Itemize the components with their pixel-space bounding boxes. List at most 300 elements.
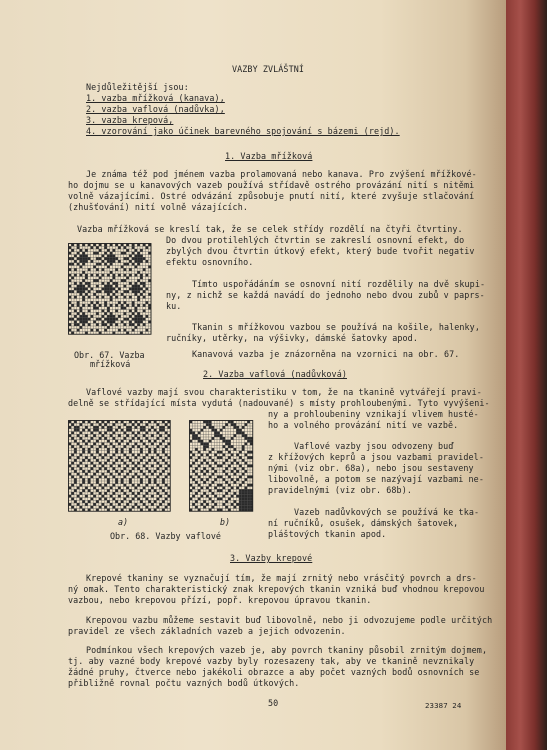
weave-point bbox=[96, 312, 99, 315]
weave-point bbox=[82, 260, 85, 263]
weave-point bbox=[247, 503, 250, 506]
weave-point bbox=[74, 255, 77, 258]
weave-point bbox=[121, 304, 124, 307]
weave-point bbox=[209, 484, 212, 487]
weave-point bbox=[132, 492, 135, 495]
weave-point bbox=[71, 445, 74, 448]
weave-point bbox=[239, 492, 242, 495]
weave-point bbox=[82, 429, 85, 432]
weave-point bbox=[113, 274, 116, 277]
weave-point bbox=[124, 296, 127, 299]
weave-point bbox=[135, 249, 138, 252]
weave-point bbox=[239, 484, 242, 487]
weave-point bbox=[212, 506, 215, 509]
weave-point bbox=[82, 451, 85, 454]
weave-point bbox=[107, 321, 110, 324]
weave-point bbox=[146, 454, 149, 457]
weave-point bbox=[143, 318, 146, 321]
weave-point bbox=[146, 437, 149, 440]
weave-point bbox=[217, 498, 220, 501]
weave-point bbox=[115, 318, 118, 321]
weave-point bbox=[214, 503, 217, 506]
weave-point bbox=[245, 478, 248, 481]
weave-point bbox=[88, 282, 91, 285]
weave-point bbox=[80, 454, 83, 457]
figure-caption: Obr. 68. Vazby vaflové bbox=[110, 531, 221, 541]
paragraph-line: ní ručníků, osušek, dámských šatovek, bbox=[268, 518, 459, 528]
weave-point bbox=[132, 252, 135, 255]
weave-point bbox=[159, 503, 162, 506]
weave-point bbox=[99, 249, 102, 252]
weave-point bbox=[129, 255, 132, 258]
weave-point bbox=[110, 323, 113, 326]
weave-point bbox=[234, 459, 237, 462]
paragraph-line: nými (viz obr. 68a), nebo jsou sestaveny bbox=[268, 463, 474, 473]
weave-point bbox=[234, 467, 237, 470]
print-code: 23387 24 bbox=[425, 701, 462, 710]
weave-point bbox=[198, 437, 201, 440]
weave-point bbox=[129, 260, 132, 263]
weave-point bbox=[247, 484, 250, 487]
weave-point bbox=[88, 257, 91, 260]
weave-point bbox=[239, 456, 242, 459]
weave-point bbox=[102, 296, 105, 299]
weave-point bbox=[137, 423, 140, 426]
weave-point bbox=[220, 484, 223, 487]
weave-point bbox=[209, 456, 212, 459]
weave-point bbox=[192, 503, 195, 506]
weave-point bbox=[148, 478, 151, 481]
weave-point bbox=[234, 492, 237, 495]
weave-point bbox=[71, 454, 74, 457]
weave-point bbox=[118, 315, 121, 318]
weave-point bbox=[195, 481, 198, 484]
weave-point bbox=[247, 437, 250, 440]
weave-point bbox=[113, 423, 116, 426]
weave-point bbox=[110, 304, 113, 307]
weave-point bbox=[157, 476, 160, 479]
weave-point bbox=[165, 498, 168, 501]
weave-point bbox=[88, 323, 91, 326]
weave-point bbox=[165, 432, 168, 435]
weave-point bbox=[77, 465, 80, 468]
weave-point bbox=[148, 440, 151, 443]
weave-point bbox=[132, 304, 135, 307]
weave-point bbox=[231, 423, 234, 426]
weave-point bbox=[126, 304, 129, 307]
weave-point bbox=[93, 456, 96, 459]
weave-point bbox=[146, 288, 149, 291]
weave-point bbox=[126, 456, 129, 459]
weave-point bbox=[245, 489, 248, 492]
weave-point bbox=[212, 459, 215, 462]
weave-point bbox=[74, 323, 77, 326]
weave-point bbox=[135, 260, 138, 263]
weave-point bbox=[228, 489, 231, 492]
weave-point bbox=[99, 484, 102, 487]
weave-point bbox=[77, 290, 80, 293]
weave-point bbox=[71, 423, 74, 426]
weave-point bbox=[140, 481, 143, 484]
weave-point bbox=[126, 257, 129, 260]
weave-point bbox=[245, 423, 248, 426]
weave-point bbox=[247, 489, 250, 492]
weave-point bbox=[102, 321, 105, 324]
weave-point bbox=[74, 470, 77, 473]
weave-point bbox=[82, 440, 85, 443]
weave-point bbox=[132, 454, 135, 457]
weave-point bbox=[137, 312, 140, 315]
weave-point bbox=[234, 500, 237, 503]
weave-point bbox=[137, 271, 140, 274]
weave-point bbox=[209, 451, 212, 454]
weave-point bbox=[217, 489, 220, 492]
weave-point bbox=[80, 288, 83, 291]
weave-point bbox=[223, 503, 226, 506]
weave-point bbox=[118, 260, 121, 263]
weave-point bbox=[107, 288, 110, 291]
weave-point bbox=[118, 495, 121, 498]
weave-point bbox=[74, 315, 77, 318]
weave-point bbox=[104, 467, 107, 470]
weave-point bbox=[228, 440, 231, 443]
weave-point bbox=[126, 290, 129, 293]
weave-point bbox=[124, 445, 127, 448]
weave-point bbox=[104, 329, 107, 332]
weave-point bbox=[102, 288, 105, 291]
weave-point bbox=[82, 279, 85, 282]
weave-point bbox=[135, 456, 138, 459]
paragraph-line: efektu osnovního. bbox=[166, 257, 254, 267]
weave-point bbox=[154, 500, 157, 503]
weave-point bbox=[159, 443, 162, 446]
weave-point bbox=[77, 318, 80, 321]
weave-point bbox=[206, 478, 209, 481]
weave-point bbox=[245, 492, 248, 495]
weave-point bbox=[148, 459, 151, 462]
weave-point bbox=[129, 429, 132, 432]
weave-point bbox=[165, 454, 168, 457]
weave-point bbox=[107, 440, 110, 443]
weave-point bbox=[93, 429, 96, 432]
weave-point bbox=[93, 266, 96, 269]
weave-point bbox=[132, 476, 135, 479]
weave-point bbox=[198, 498, 201, 501]
paragraph-line: Krepovou vazbu můžeme sestavit buď libovolně, nebo ji odvozujeme podle určitých bbox=[86, 615, 493, 625]
weave-point bbox=[82, 321, 85, 324]
weave-point bbox=[234, 473, 237, 476]
weave-point bbox=[247, 440, 250, 443]
weave-point bbox=[85, 443, 88, 446]
weave-point bbox=[96, 440, 99, 443]
weave-point bbox=[93, 426, 96, 429]
weave-point bbox=[93, 252, 96, 255]
weave-point bbox=[135, 473, 138, 476]
paragraph-line: Vaflové vazby mají svou charakteristiku v tom, že na tkanině vytvářejí pravi- bbox=[86, 387, 482, 397]
weave-point bbox=[132, 445, 135, 448]
weave-point bbox=[96, 296, 99, 299]
weave-point bbox=[209, 440, 212, 443]
weave-point bbox=[192, 478, 195, 481]
weave-point bbox=[77, 487, 80, 490]
weave-point bbox=[146, 445, 149, 448]
weave-point bbox=[198, 465, 201, 468]
weave-point bbox=[107, 448, 110, 451]
paragraph-line: delně se střídající místa vydutá (nadouvané) s místy prohloubenými. Tyto vyvýšeni- bbox=[68, 398, 490, 408]
weave-point bbox=[159, 434, 162, 437]
weave-pattern-fig67 bbox=[68, 243, 152, 335]
weave-point bbox=[124, 301, 127, 304]
weave-point bbox=[220, 434, 223, 437]
weave-point bbox=[140, 429, 143, 432]
weave-point bbox=[203, 448, 206, 451]
weave-point bbox=[99, 257, 102, 260]
weave-point bbox=[239, 432, 242, 435]
weave-point bbox=[140, 321, 143, 324]
weave-point bbox=[121, 321, 124, 324]
weave-point bbox=[107, 293, 110, 296]
weave-point bbox=[124, 467, 127, 470]
weave-point bbox=[110, 456, 113, 459]
weave-point bbox=[88, 459, 91, 462]
weave-point bbox=[220, 456, 223, 459]
weave-point bbox=[162, 429, 165, 432]
weave-point bbox=[143, 495, 146, 498]
weave-point bbox=[192, 454, 195, 457]
weave-point bbox=[135, 321, 138, 324]
weave-point bbox=[198, 484, 201, 487]
weave-point bbox=[91, 432, 94, 435]
weave-point bbox=[91, 301, 94, 304]
weave-point bbox=[165, 462, 168, 465]
weave-point bbox=[88, 440, 91, 443]
weave-point bbox=[107, 500, 110, 503]
weave-point bbox=[212, 426, 215, 429]
weave-point bbox=[93, 307, 96, 310]
weave-point bbox=[113, 260, 116, 263]
weave-point bbox=[242, 506, 245, 509]
weave-point bbox=[104, 476, 107, 479]
weave-point bbox=[132, 312, 135, 315]
figure-caption: mřížková bbox=[90, 359, 131, 369]
weave-point bbox=[137, 484, 140, 487]
weave-point bbox=[228, 451, 231, 454]
weave-point bbox=[88, 285, 91, 288]
weave-point bbox=[129, 310, 132, 313]
weave-point bbox=[225, 448, 228, 451]
weave-point bbox=[239, 500, 242, 503]
weave-point bbox=[143, 290, 146, 293]
weave-point bbox=[129, 481, 132, 484]
weave-point bbox=[104, 506, 107, 509]
weave-point bbox=[165, 437, 168, 440]
weave-point bbox=[132, 318, 135, 321]
weave-point bbox=[201, 487, 204, 490]
weave-point bbox=[228, 445, 231, 448]
weave-point bbox=[110, 487, 113, 490]
weave-point bbox=[88, 318, 91, 321]
weave-point bbox=[135, 290, 138, 293]
paragraph-line: (zhušťování) nití volně vázajících. bbox=[68, 202, 248, 212]
paragraph-line: Je známa též pod jménem vazba prolamovaná nebo kanava. Pro zvýšení mřížkové- bbox=[86, 169, 477, 179]
weave-point bbox=[126, 473, 129, 476]
weave-point bbox=[148, 470, 151, 473]
weave-point bbox=[96, 301, 99, 304]
weave-point bbox=[140, 489, 143, 492]
weave-point bbox=[231, 462, 234, 465]
weave-point bbox=[162, 470, 165, 473]
weave-point bbox=[135, 293, 138, 296]
weave-point bbox=[135, 274, 138, 277]
weave-point bbox=[143, 310, 146, 313]
weave-point bbox=[74, 478, 77, 481]
weave-point bbox=[82, 470, 85, 473]
weave-point bbox=[80, 321, 83, 324]
weave-point bbox=[137, 323, 140, 326]
weave-point bbox=[77, 426, 80, 429]
weave-point bbox=[206, 445, 209, 448]
weave-point bbox=[115, 481, 118, 484]
weave-point bbox=[104, 263, 107, 266]
weave-point bbox=[212, 481, 215, 484]
weave-point bbox=[148, 448, 151, 451]
weave-point bbox=[118, 456, 121, 459]
weave-point bbox=[146, 315, 149, 318]
weave-point bbox=[135, 285, 138, 288]
weave-point bbox=[85, 456, 88, 459]
weave-point bbox=[247, 495, 250, 498]
weave-point bbox=[146, 467, 149, 470]
weave-point bbox=[74, 500, 77, 503]
weave-point bbox=[80, 498, 83, 501]
weave-point bbox=[132, 484, 135, 487]
weave-point bbox=[140, 426, 143, 429]
weave-point bbox=[162, 440, 165, 443]
weave-point bbox=[162, 481, 165, 484]
weave-point bbox=[102, 495, 105, 498]
weave-point bbox=[113, 282, 116, 285]
intro-item: 1. vazba mřížková (kanava), bbox=[86, 93, 225, 103]
weave-point bbox=[80, 484, 83, 487]
weave-point bbox=[151, 487, 154, 490]
weave-point bbox=[132, 288, 135, 291]
weave-point bbox=[154, 478, 157, 481]
weave-point bbox=[80, 255, 83, 258]
weave-point bbox=[115, 459, 118, 462]
weave-point bbox=[242, 495, 245, 498]
weave-point bbox=[107, 315, 110, 318]
weave-point bbox=[140, 451, 143, 454]
weave-point bbox=[113, 462, 116, 465]
weave-point bbox=[85, 260, 88, 263]
weave-point bbox=[206, 470, 209, 473]
weave-point bbox=[82, 288, 85, 291]
weave-point bbox=[129, 478, 132, 481]
weave-point bbox=[71, 263, 74, 266]
weave-point bbox=[157, 484, 160, 487]
intro-item: 3. vazba krepová, bbox=[86, 115, 174, 125]
weave-point bbox=[223, 437, 226, 440]
weave-point bbox=[88, 310, 91, 313]
weave-point bbox=[146, 329, 149, 332]
weave-point bbox=[165, 467, 168, 470]
weave-point bbox=[91, 315, 94, 318]
weave-point bbox=[247, 500, 250, 503]
weave-point bbox=[80, 492, 83, 495]
weave-point bbox=[113, 484, 116, 487]
weave-point bbox=[80, 476, 83, 479]
weave-point bbox=[82, 312, 85, 315]
weave-point bbox=[203, 443, 206, 446]
weave-point bbox=[203, 500, 206, 503]
weave-point bbox=[104, 484, 107, 487]
weave-point bbox=[80, 260, 83, 263]
weave-point bbox=[157, 437, 160, 440]
weave-point bbox=[104, 437, 107, 440]
figure-label-a: a) bbox=[118, 517, 129, 527]
weave-point bbox=[198, 489, 201, 492]
weave-point bbox=[192, 487, 195, 490]
weave-point bbox=[245, 437, 248, 440]
weave-point bbox=[99, 277, 102, 280]
weave-point bbox=[239, 489, 242, 492]
weave-point bbox=[107, 478, 110, 481]
weave-point bbox=[121, 481, 124, 484]
weave-point bbox=[110, 473, 113, 476]
weave-point bbox=[104, 290, 107, 293]
weave-point bbox=[93, 495, 96, 498]
weave-point bbox=[80, 462, 83, 465]
weave-point bbox=[126, 263, 129, 266]
weave-point bbox=[242, 473, 245, 476]
weave-point bbox=[223, 426, 226, 429]
weave-point bbox=[93, 293, 96, 296]
paragraph-line: volně vázajícími. Ostré odvázání způsobuje pnutí nití, které zvyšuje stlačování bbox=[68, 191, 475, 201]
weave-point bbox=[74, 451, 77, 454]
weave-point bbox=[206, 495, 209, 498]
weave-point bbox=[124, 462, 127, 465]
weave-point bbox=[99, 462, 102, 465]
weave-point bbox=[115, 489, 118, 492]
weave-point bbox=[140, 500, 143, 503]
weave-point bbox=[88, 304, 91, 307]
weave-point bbox=[88, 481, 91, 484]
weave-point bbox=[74, 321, 77, 324]
weave-point bbox=[198, 451, 201, 454]
weave-point bbox=[107, 426, 110, 429]
weave-point bbox=[195, 437, 198, 440]
weave-point bbox=[135, 495, 138, 498]
weave-point bbox=[214, 432, 217, 435]
paragraph-line: žádné pruhy, čtverce nebo jakékoli obrazce a aby počet vazných bodů osnovních se bbox=[68, 667, 480, 677]
weave-point bbox=[236, 478, 239, 481]
weave-point bbox=[192, 495, 195, 498]
weave-point bbox=[148, 429, 151, 432]
weave-point bbox=[107, 255, 110, 258]
weave-point bbox=[74, 459, 77, 462]
weave-point bbox=[110, 252, 113, 255]
weave-point bbox=[228, 484, 231, 487]
weave-point bbox=[82, 315, 85, 318]
weave-point bbox=[91, 260, 94, 263]
weave-point bbox=[115, 310, 118, 313]
weave-point bbox=[115, 470, 118, 473]
weave-point bbox=[115, 451, 118, 454]
weave-point bbox=[132, 246, 135, 249]
weave-point bbox=[102, 282, 105, 285]
weave-point bbox=[159, 495, 162, 498]
weave-point bbox=[148, 500, 151, 503]
